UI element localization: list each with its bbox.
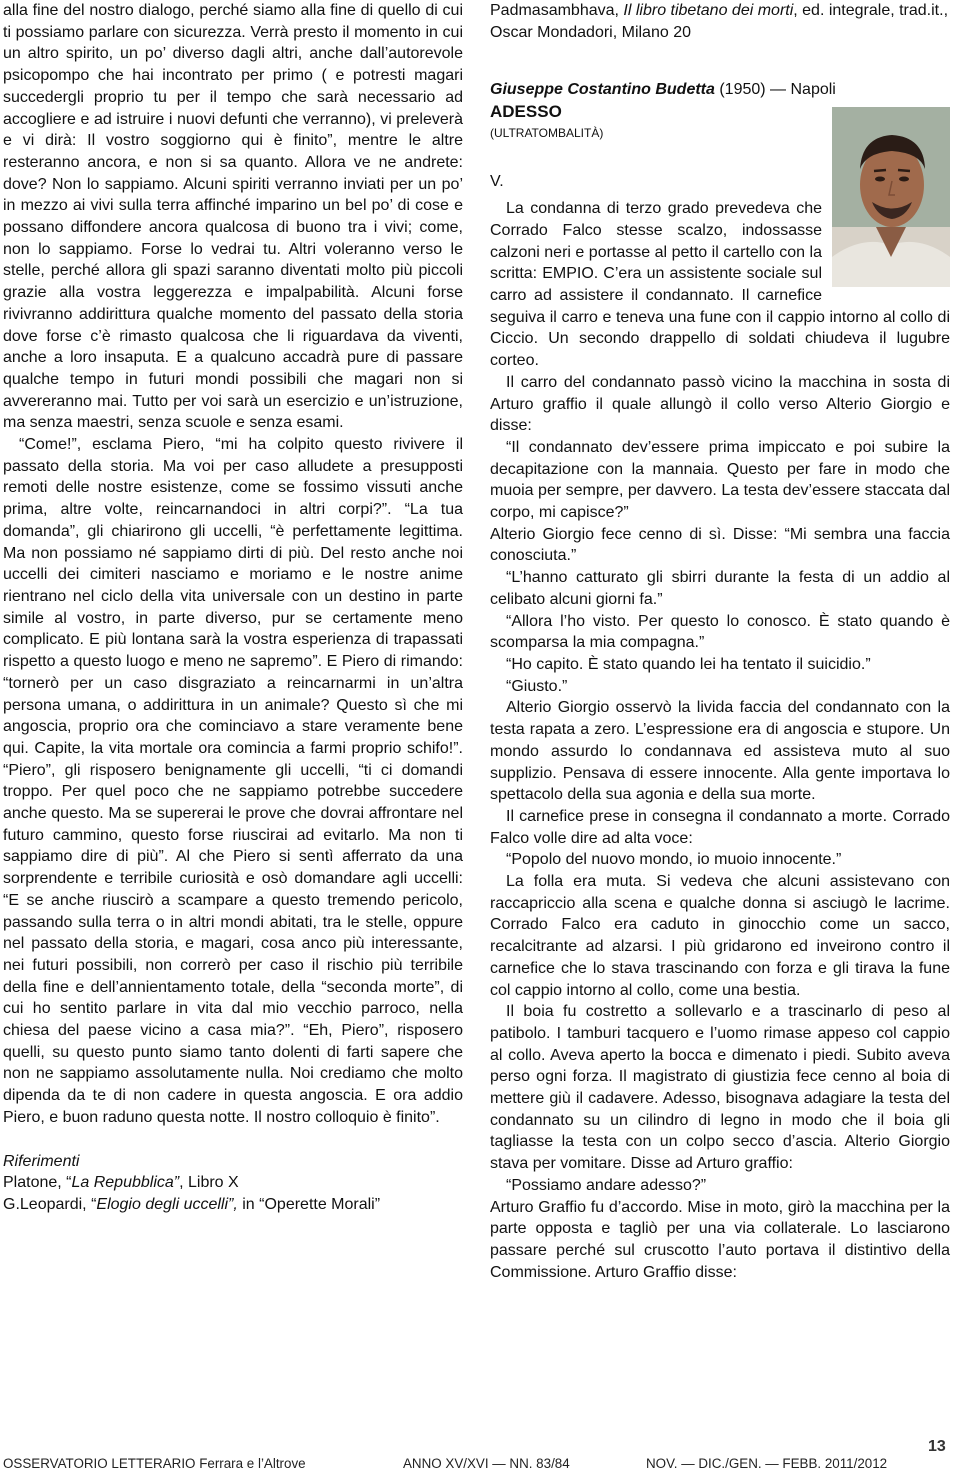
page-footer bbox=[3, 1456, 953, 1476]
reference-item: G.Leopardi, “Elogio degli uccelli”, in “Operette Morali” bbox=[3, 1195, 381, 1213]
paragraph: Il boia fu costretto a sollevarlo e a trascinarlo di peso al patibolo. I tamburi tacquero e l’uomo rimase appeso col cappio al collo. Aveva aperto la bocca e dimenato i piedi. Subito aveva perso ogni forza. Il magistrato di giustizia fece cenno al boia di mettere giù il cadavere. Adesso, bisognava adagiare la testa del condannato su un cilindro di legno in modo che il boia gli tagliasse la testa con un colpo secco d’ascia. Alterio Giorgio stava per vomitare. Disse ad Arturo graffio: bbox=[490, 1003, 950, 1173]
paragraph: Arturo Graffio fu d’accordo. Mise in moto, girò la macchina per la parte opposta e tagliò per una via collaterale. Lo lasciarono passare perché sul cruscotto l’auto portava il distintivo della Commissione. Arturo Graffio disse: bbox=[490, 1198, 950, 1281]
issue-number: ANNO XV/XVI — NN. 83/84 bbox=[403, 1456, 570, 1471]
section-number: V. bbox=[490, 172, 504, 190]
author-portrait-icon bbox=[832, 107, 950, 287]
paragraph: Alterio Giorgio osservò la livida faccia del condannato con la testa rapata a zero. L’espressione era di angoscia e stupore. Un mondo assurdo lo condannava ed assisteva muto al suo supplizio. Pensava di essere innocente. Alla gente importava lo spettacolo della sua agonia e della sua morte. bbox=[490, 699, 950, 804]
journal-name: OSSERVATORIO LETTERARIO Ferrara e l’Altrove bbox=[3, 1456, 306, 1471]
paragraph: “Come!”, esclama Piero, “mi ha colpito questo rivivere il passato della storia. Ma voi per caso alludete a presupposti remoti delle nostre esistenze, come se fossimo vissuti anche prima, altre volte, reincarnandoci in altri corpi?”. “La tua domanda”, gli chiarirono gli uccelli, “è perfettamente legittima. Ma non possiamo né sappiamo dirti di più. Del resto anche noi uccelli dei cimiteri nasciamo e moriamo e le nostre anime rientrano nel ciclo della vita universale con un destino in parte simile al vostro, in parte diverso, pur se certamente meno complicato. E più lontana sarà la vostra esperienza di trapassati rispetto a questo luogo e meno ne sapremo”. E Piero di rimando: “tornerò per un caso disgraziato a reincarnarmi in un’altra persona umana, o addirittura in un animale? Questo sì che mi angoscia, proprio ora che cominciavo a stare veramente bene qui. Capite, la vita mortale ora comincia a farmi proprio schifo!”. “Piero”, gli risposero benignamente gli uccelli, “ti ci domandi troppo. Per quel poco che ne sappiamo potrebbe succedere anche questo. Ma se supererai le prove che dovrai affrontare nel futuro cammino, questo forse riuscirai ad evitarlo. Ma non ti sappiamo dire di più”. Al che Piero si sentì afferrato da una sorprendente e terribile curiosità e osò domandare agli uccelli: “E se anche riuscirò a scampare a questo tremendo pericolo, passando sulla terra o in altri mondi abitati, tra le stelle, oppure nel passato della storia, e magari, cosa anco più interessante, nei futuri possibili, non correrò per caso il rischio più terribile della fine e dell’annientamento totale, della “seconda morte”, di cui ho sentito parlare in vita dal mio vecchio parroco, nella chiesa del paese vicino a casa mia?”. “Eh, Piero”, risposero quelli, su questo punto siamo tanto dolenti di farti sapere che non ne sappiamo assolutamente nulla. Noi crediamo che molto dipenda da te di non cadere in questa angoscia. E ora addio Piero, e buon raduno questa notte. Il nostro colloquio è finito”. bbox=[3, 436, 463, 1126]
dialogue: “Possiamo andare adesso?” bbox=[506, 1176, 707, 1194]
dialogue: “Giusto.” bbox=[506, 677, 568, 695]
story-title: ADESSO bbox=[490, 102, 562, 122]
dialogue: “Il condannato dev’essere prima impiccato e poi subire la decapitazione con la mannaia. Questo per fare in modo che muoia per sempre, per davvero. La testa dev’essere staccata dal corpo, mi capisce?” bbox=[490, 438, 950, 522]
dialogue: “L’hanno catturato gli sbirri durante la festa di un addio al celibato alcuni giorni fa.” bbox=[490, 569, 950, 608]
dialogue: “Ho capito. È stato quando lei ha tentato il suicidio.” bbox=[506, 655, 871, 673]
paragraph: Alterio Giorgio fece cenno di sì. Disse: “Mi sembra una faccia conosciuta.” bbox=[490, 525, 950, 565]
reference-item: Platone, “La Repubblica”, Libro X bbox=[3, 1174, 239, 1192]
issue-date: NOV. — DIC./GEN. — FEBB. 2011/2012 bbox=[646, 1456, 888, 1471]
paragraph: La folla era muta. Si vedeva che alcuni assistevano con raccapriccio alla scena e qualche donna si asciugò le lacrime. Corrado Falco era caduto in ginocchio come un sacco, recalcitrante ad alzarsi. I più gridarono ed inveirono contro il carnefice che lo stava trascinando con forza e gli tirava la fune col cappio intorno al collo, come una bestia. bbox=[490, 873, 950, 999]
paragraph: Il carnefice prese in consegna il condannato a morte. Corrado Falco volle dire ad alta voce: bbox=[490, 807, 950, 847]
dialogue: “Popolo del nuovo mondo, io muoio innocente.” bbox=[506, 851, 842, 869]
left-column bbox=[3, 0, 463, 1216]
dialogue: “Allora l’ho visto. Per questo lo conosco. È stato quando è scomparsa la mia compagna.” bbox=[490, 612, 950, 652]
author-line: Giuseppe Costantino Budetta (1950) — Napoli bbox=[490, 81, 836, 99]
page-number: 13 bbox=[928, 1438, 946, 1455]
story-subtitle: (ULTRATOMBALITÀ) bbox=[490, 125, 604, 140]
paragraph: Il carro del condannato passò vicino la macchina in sosta di Arturo graffio il quale allungò il collo verso Alterio Giorgio e disse: bbox=[490, 373, 950, 435]
paragraph: alla fine del nostro dialogo, perché siamo alla fine di quello di cui ti possiamo parlare con sicurezza. Verrà presto il momento in cui un altro spirito, un po’ diverso dagli altri, anche dall’autorevole psicopompo che hai incontrato per primo ( e potresti magari succedergli proprio tu per il tempo che sarà necessario ad accogliere e ad istruire i nuovi defunti che verranno), vi preleverà e vi dirà: Il vostro soggiorno qui è finito”, mentre le altre resteranno ancora, e non si sa quanto. Allora ve ne andrete: dove? Non lo sappiamo. Alcuni spiriti verranno inviati per un po’ in mezzo ai vivi sulla terra affinché imparino un bel po’ di cose e possano diffondere ancora qualcosa di buono tra i vivi; come, non lo sappiamo. Forse lo vedrai tu. Altri voleranno verso le stelle, perché allora gli spazi saranno diventati molto più piccoli grazie alla vostra leggerezza e impalpabilità. Alcuni forse rivivranno addirittura qualche momento del passato della storia dove forse c’è rimasto qualcosa che li riguardava da viventi, anche a loro insaputa. E a qualcuno accadrà pure di passare qualche tempo in futuri mondi possibili che magari non si avvereranno mai. Tutto per voi sarà un esercizio e un’istruzione, ma senza maestri, senza scuole e senza esami. bbox=[3, 2, 463, 432]
references-title: Riferimenti bbox=[3, 1152, 80, 1170]
source-citation: Padmasambhava, Il libro tibetano dei morti, ed. integrale, trad.it., Oscar Mondadori, Milano 20 bbox=[490, 2, 949, 41]
references bbox=[3, 1151, 463, 1216]
paragraph: La condanna di terzo grado prevedeva che Corrado Falco stesse scalzo, indossasse calzoni neri e portasse al petto il cartello con la scritta: EMPIO. C’era un assistente sociale sul carro ad assistere il condannato. Il carnefice seguiva il carro e teneva una fune con il cappio intorno al collo di Ciccio. Un secondo drappello di soldati chiudeva il lugubre corteo. bbox=[490, 200, 950, 370]
